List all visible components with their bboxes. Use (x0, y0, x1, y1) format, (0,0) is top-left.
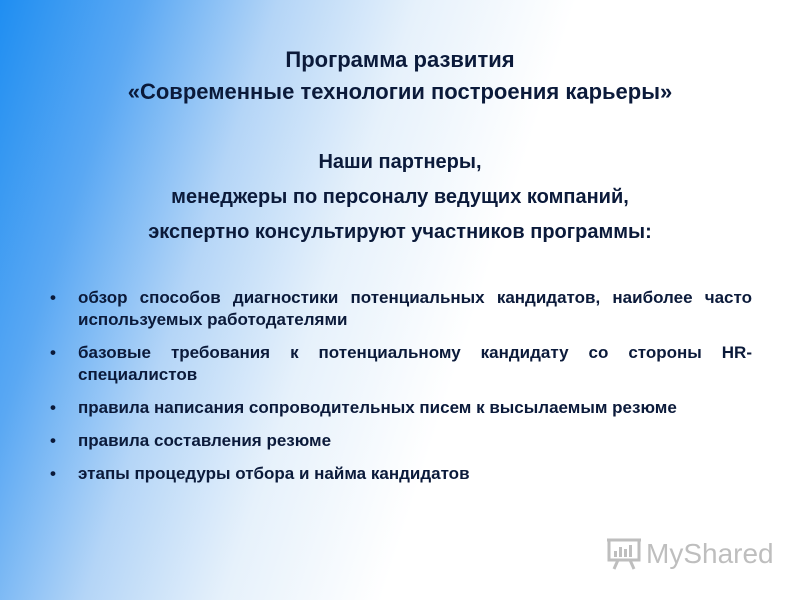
slide-title (0, 44, 800, 108)
presentation-board-icon (606, 537, 642, 571)
bullet-icon: • (50, 431, 56, 450)
list-item-text: правила написания сопроводительных писем к высылаемым резюме (78, 398, 677, 417)
list-item (50, 287, 752, 331)
watermark-text: MyShared (646, 538, 774, 569)
bullet-icon: • (50, 398, 56, 417)
partners-line-3: экспертно консультируют участников программы: (148, 221, 652, 243)
list-item-text: базовые требования к потенциальному кандидату со стороны HR-специалистов (78, 343, 752, 384)
list-item-text: обзор способов диагностики потенциальных кандидатов, наиболее часто используемых работодателями (78, 288, 752, 329)
partners-line-1: Наши партнеры, (318, 151, 482, 173)
list-item (50, 430, 752, 452)
list-item (50, 342, 752, 386)
partners-line-2: менеджеры по персоналу ведущих компаний, (171, 186, 629, 208)
list-item (50, 463, 752, 485)
list-item-text: этапы процедуры отбора и найма кандидатов (78, 464, 470, 483)
bullet-icon: • (50, 288, 56, 307)
slide-title-line-1: Программа развития (285, 47, 515, 72)
topics-list (50, 287, 752, 496)
watermark (606, 536, 774, 572)
slide-title-line-2: «Современные технологии построения карьеры» (127, 79, 673, 104)
bullet-icon: • (50, 464, 56, 483)
list-item (50, 397, 752, 419)
partners-intro (0, 145, 800, 250)
list-item-text: правила составления резюме (78, 431, 332, 450)
bullet-icon: • (50, 343, 56, 362)
